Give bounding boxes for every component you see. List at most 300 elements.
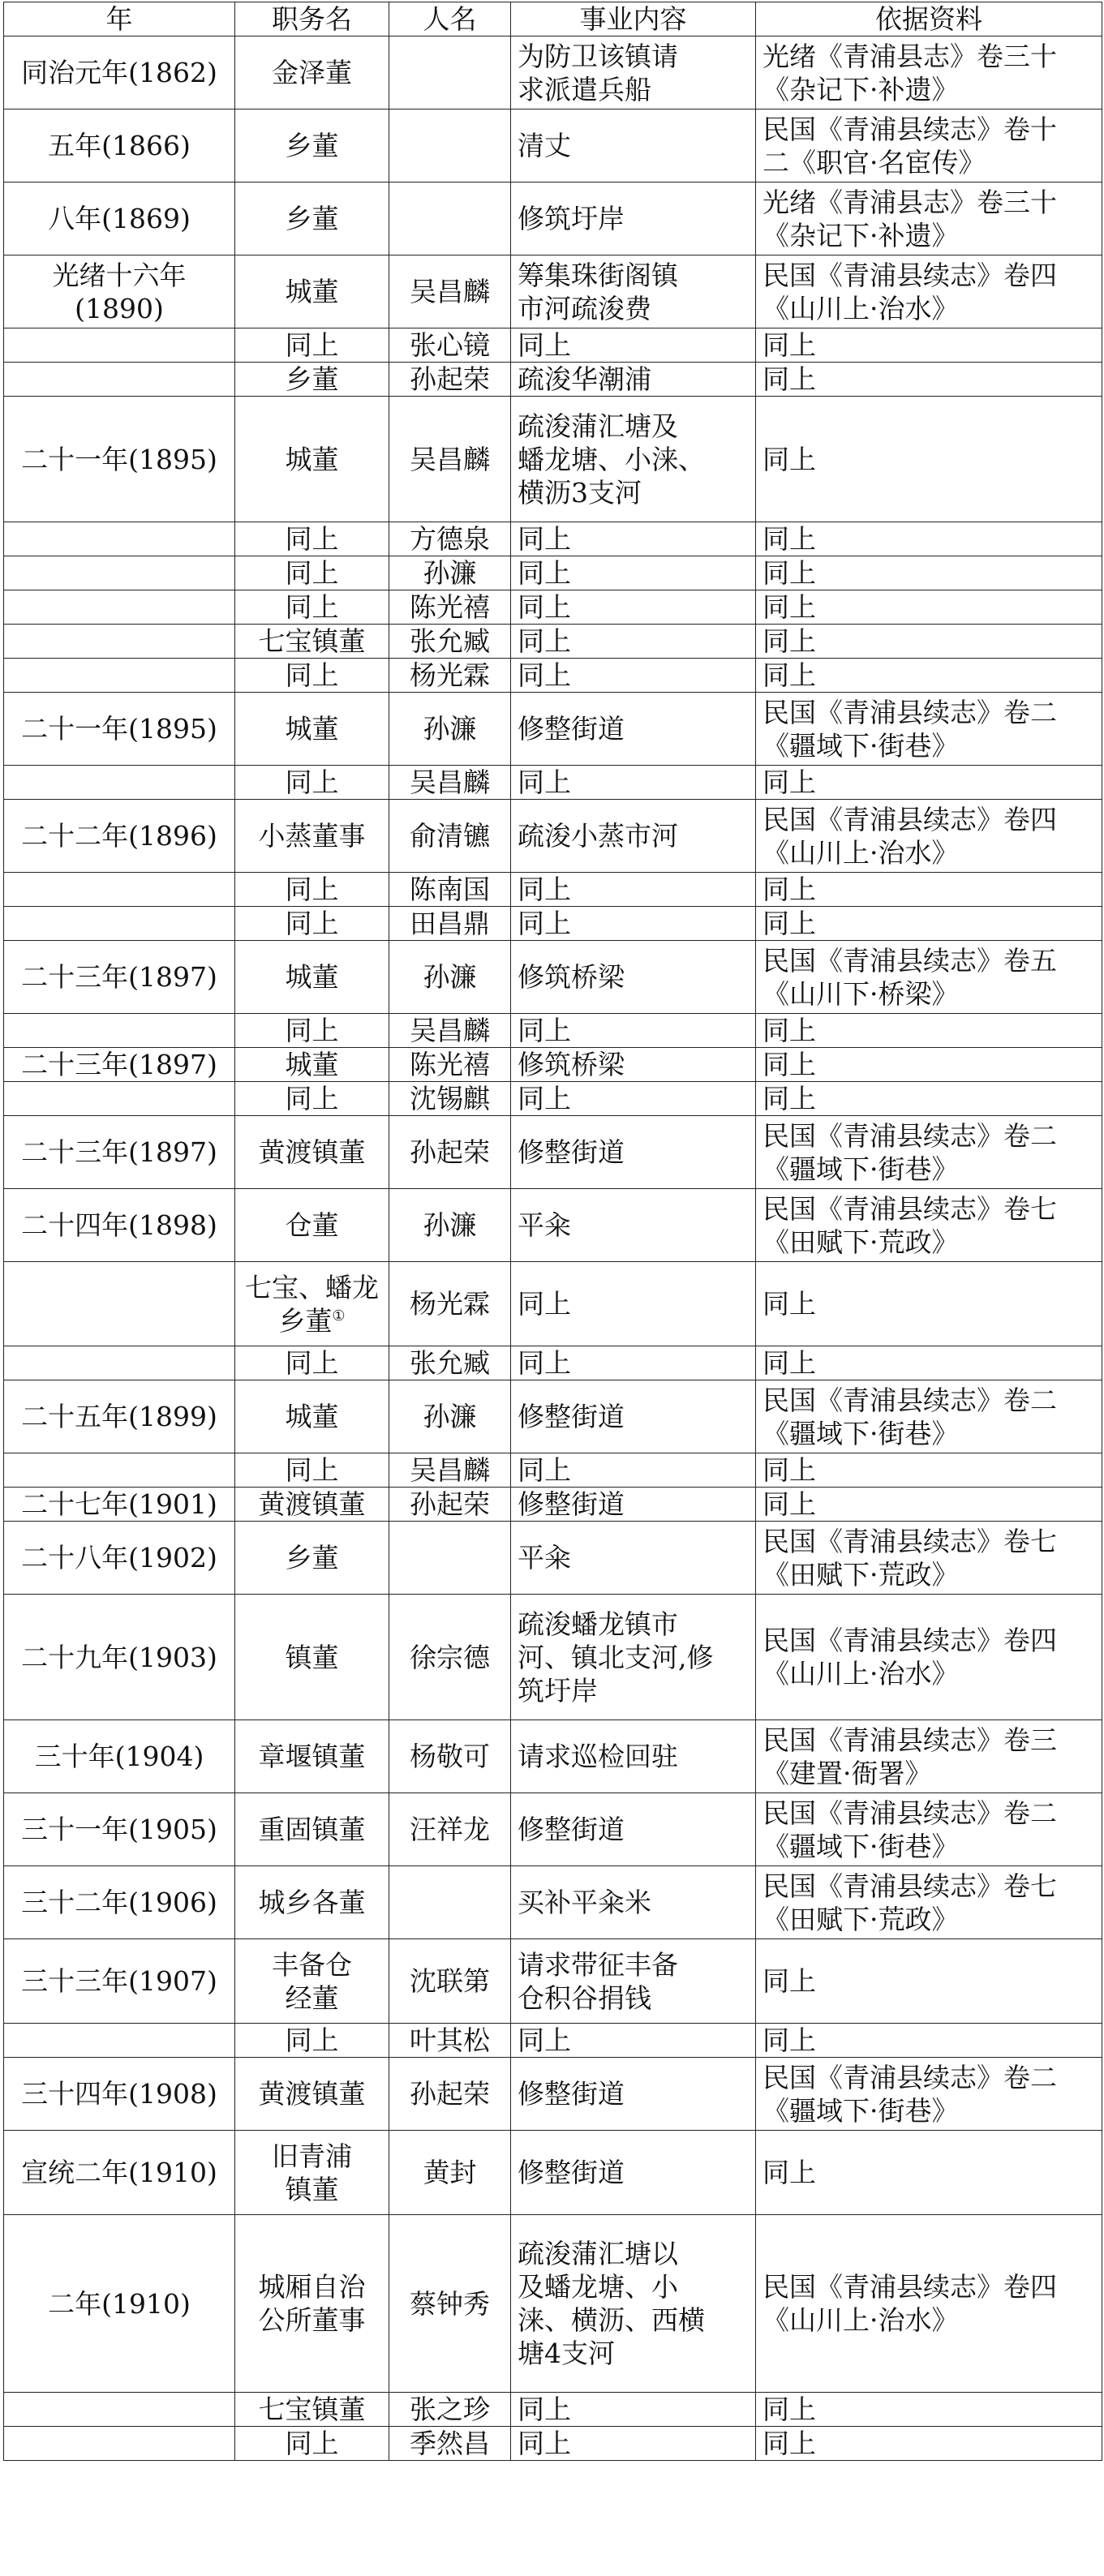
year-text: 二十三年(1897) (21, 1136, 217, 1168)
cell-source (756, 1048, 1102, 1082)
cell-title (235, 2427, 389, 2461)
year-text: 二十九年(1903) (21, 1641, 217, 1673)
cell-source (756, 522, 1102, 556)
cell-title (235, 1346, 389, 1380)
title-text: 城董 (285, 1049, 339, 1080)
work-text: 同上 (518, 329, 571, 361)
cell-title (235, 2215, 389, 2393)
title-text: 同上 (285, 2024, 339, 2056)
title-text: 小蒸董事 (258, 820, 366, 852)
cell-person (389, 1116, 511, 1189)
title-text: 城董 (285, 276, 339, 307)
person-text: 张允臧 (410, 1347, 490, 1379)
source-text: 同上 (762, 1347, 816, 1379)
cell-year (4, 1793, 235, 1866)
cell-year (4, 1048, 235, 1082)
source-text: 同上 (762, 659, 816, 691)
cell-work (511, 625, 756, 659)
year-text: 光绪十六年 (1890) (52, 259, 187, 324)
person-text: 蔡钟秀 (410, 2287, 490, 2320)
person-text: 黄封 (423, 2157, 477, 2188)
cell-source (756, 2393, 1102, 2427)
work-text: 修整街道 (518, 1814, 625, 1845)
work-text: 筹集珠街阁镇 市河疏浚费 (518, 259, 678, 324)
cell-source (756, 2024, 1102, 2058)
cell-source (756, 625, 1102, 659)
work-text: 同上 (518, 2394, 571, 2425)
cell-work (511, 1595, 756, 1720)
cell-source (756, 1380, 1102, 1453)
person-text: 俞清镳 (410, 820, 490, 852)
cell-title (235, 693, 389, 766)
source-text: 民国《青浦县续志》卷二 《疆域下·街巷》 (762, 1797, 1057, 1862)
title-text: 城厢自治 公所董事 (258, 2271, 366, 2336)
source-text: 同上 (762, 908, 816, 939)
cell-person (389, 1189, 511, 1262)
cell-work (511, 659, 756, 693)
source-text: 同上 (762, 443, 816, 475)
cell-source (756, 659, 1102, 693)
table-row (4, 941, 1102, 1014)
person-text: 汪祥龙 (410, 1814, 490, 1845)
source-text: 同上 (762, 625, 816, 657)
cell-title (235, 1595, 389, 1720)
cell-work (511, 1346, 756, 1380)
source-text: 民国《青浦县续志》卷四 《山川上·治水》 (762, 803, 1057, 869)
work-text: 同上 (518, 1454, 571, 1486)
title-text: 同上 (285, 908, 339, 939)
table-row (4, 1346, 1102, 1380)
person-text: 孙濂 (423, 557, 477, 589)
title-text: 同上 (285, 766, 339, 798)
title-text: 同上 (285, 1083, 339, 1114)
cell-person (389, 397, 511, 522)
cell-person (389, 1082, 511, 1116)
cell-year (4, 1262, 235, 1346)
year-text: 二十五年(1899) (21, 1401, 217, 1432)
title-text: 同上 (285, 1347, 339, 1379)
cell-title (235, 1488, 389, 1522)
cell-person (389, 1346, 511, 1380)
person-text: 沈联第 (410, 1965, 490, 1997)
title-text: 同上 (285, 874, 339, 905)
cell-person (389, 1595, 511, 1720)
cell-source (756, 1522, 1102, 1595)
person-text: 陈南国 (410, 874, 490, 905)
person-text: 孙起荣 (410, 363, 490, 395)
work-text: 疏浚小蒸市河 (518, 820, 678, 852)
year-text: 八年(1869) (48, 203, 191, 234)
title-text: 黄渡镇董 (258, 1136, 366, 1168)
source-text: 同上 (762, 2394, 816, 2425)
table-row (4, 1793, 1102, 1866)
cell-year (4, 397, 235, 522)
year-text: 二十八年(1902) (21, 1542, 217, 1574)
table-row (4, 255, 1102, 328)
cell-year (4, 941, 235, 1014)
cell-year (4, 693, 235, 766)
title-text: 章堰镇董 (258, 1741, 366, 1772)
person-text: 张心镜 (410, 329, 490, 361)
table-row (4, 109, 1102, 182)
title-text: 乡董 (285, 130, 339, 161)
source-text: 同上 (762, 1965, 816, 1997)
work-text: 同上 (518, 625, 571, 657)
footnote-marker: ① (332, 1307, 346, 1324)
cell-source (756, 363, 1102, 397)
title-text: 同上 (285, 2428, 339, 2459)
cell-title (235, 1262, 389, 1346)
person-text: 陈光禧 (410, 591, 490, 623)
cell-title (235, 2393, 389, 2427)
table-row (4, 659, 1102, 693)
cell-person (389, 1939, 511, 2024)
cell-work (511, 1720, 756, 1793)
work-text: 疏浚蒲汇塘以 及蟠龙塘、小 涞、横沥、西横 塘4支河 (518, 2238, 705, 2369)
work-text: 同上 (518, 874, 571, 905)
cell-person (389, 1720, 511, 1793)
cell-year (4, 522, 235, 556)
cell-person (389, 1048, 511, 1082)
cell-title (235, 1939, 389, 2024)
work-text: 同上 (518, 2024, 571, 2056)
cell-year (4, 800, 235, 873)
title-text: 乡董 (285, 1542, 339, 1574)
title-text: 同上 (285, 659, 339, 691)
cell-work (511, 363, 756, 397)
cell-title (235, 1048, 389, 1082)
cell-work (511, 255, 756, 328)
cell-work (511, 1262, 756, 1346)
cell-title (235, 1380, 389, 1453)
cell-source (756, 1453, 1102, 1488)
source-text: 同上 (762, 363, 816, 395)
title-text: 同上 (285, 557, 339, 589)
source-text: 同上 (762, 591, 816, 623)
cell-year (4, 255, 235, 328)
cell-person (389, 1793, 511, 1866)
source-text: 同上 (762, 1454, 816, 1486)
cell-person (389, 941, 511, 1014)
table-row (4, 1262, 1102, 1346)
table-row (4, 2393, 1102, 2427)
cell-source (756, 1082, 1102, 1116)
cell-title (235, 363, 389, 397)
cell-source (756, 1866, 1102, 1939)
cell-person (389, 2024, 511, 2058)
cell-title (235, 590, 389, 625)
person-text: 孙起荣 (410, 1136, 490, 1168)
cell-source (756, 590, 1102, 625)
work-text: 同上 (518, 659, 571, 691)
cell-person (389, 1453, 511, 1488)
title-text: 城乡各董 (258, 1887, 366, 1918)
cell-title (235, 109, 389, 182)
cell-person (389, 2058, 511, 2131)
cell-person (389, 2393, 511, 2427)
cell-person (389, 1262, 511, 1346)
source-text: 同上 (762, 557, 816, 589)
cell-year (4, 2215, 235, 2393)
cell-title (235, 1189, 389, 1262)
header-person: 人名 (389, 2, 511, 36)
header-row (4, 2, 1102, 36)
cell-year (4, 36, 235, 109)
source-text: 民国《青浦县续志》卷四 《山川上·治水》 (762, 259, 1057, 324)
table-row (4, 1866, 1102, 1939)
cell-source (756, 182, 1102, 255)
year-text: 五年(1866) (48, 130, 191, 161)
person-text: 吴昌麟 (410, 1015, 490, 1046)
person-text: 孙起荣 (410, 1488, 490, 1520)
work-text: 同上 (518, 591, 571, 623)
person-text: 孙濂 (423, 961, 477, 993)
year-text: 二年(1910) (48, 2287, 191, 2320)
cell-person (389, 766, 511, 800)
work-text: 修整街道 (518, 1136, 625, 1168)
person-text: 方德泉 (410, 523, 490, 555)
cell-work (511, 556, 756, 590)
cell-work (511, 2393, 756, 2427)
cell-year (4, 1380, 235, 1453)
cell-source (756, 766, 1102, 800)
source-text: 民国《青浦县续志》卷四 《山川上·治水》 (762, 2271, 1057, 2336)
table-row (4, 1488, 1102, 1522)
cell-source (756, 693, 1102, 766)
cell-person (389, 1488, 511, 1522)
work-text: 平籴 (518, 1542, 571, 1574)
cell-source (756, 907, 1102, 941)
cell-person (389, 182, 511, 255)
cell-title (235, 1116, 389, 1189)
title-text: 旧青浦 镇董 (272, 2140, 352, 2205)
cell-year (4, 766, 235, 800)
cell-year (4, 1082, 235, 1116)
cell-work (511, 873, 756, 907)
cell-source (756, 1939, 1102, 2024)
cell-source (756, 1116, 1102, 1189)
year-text: 二十一年(1895) (21, 713, 217, 745)
person-text: 吴昌麟 (410, 1454, 490, 1486)
person-text: 孙起荣 (410, 2078, 490, 2110)
cell-year (4, 1939, 235, 2024)
person-text: 张允臧 (410, 625, 490, 657)
work-text: 为防卫该镇请 求派遣兵船 (518, 40, 678, 105)
cell-work (511, 1189, 756, 1262)
work-text: 请求带征丰备 仓积谷捐钱 (518, 1948, 678, 2014)
source-text: 同上 (762, 329, 816, 361)
cell-work (511, 1488, 756, 1522)
cell-person (389, 36, 511, 109)
cell-title (235, 1453, 389, 1488)
cell-source (756, 1793, 1102, 1866)
cell-source (756, 1014, 1102, 1048)
cell-source (756, 1262, 1102, 1346)
work-text: 同上 (518, 1015, 571, 1046)
table-row (4, 1189, 1102, 1262)
cell-title (235, 556, 389, 590)
title-text: 黄渡镇董 (258, 2078, 366, 2110)
cell-person (389, 907, 511, 941)
work-text: 同上 (518, 2428, 571, 2459)
year-text: 二十七年(1901) (21, 1488, 217, 1520)
cell-year (4, 625, 235, 659)
cell-source (756, 36, 1102, 109)
cell-year (4, 1522, 235, 1595)
table-row (4, 1014, 1102, 1048)
cell-title (235, 328, 389, 363)
title-text: 城董 (285, 443, 339, 475)
cell-work (511, 1793, 756, 1866)
year-text: 同治元年(1862) (21, 57, 217, 88)
source-text: 民国《青浦县续志》卷二 《疆域下·街巷》 (762, 1384, 1057, 1449)
table-row (4, 182, 1102, 255)
cell-person (389, 328, 511, 363)
cell-title (235, 1014, 389, 1048)
table-row (4, 328, 1102, 363)
cell-year (4, 1014, 235, 1048)
title-text: 同上 (285, 523, 339, 555)
cell-source (756, 1720, 1102, 1793)
cell-work (511, 1866, 756, 1939)
header-title: 职务名 (235, 2, 389, 36)
person-text: 吴昌麟 (410, 276, 490, 307)
cell-person (389, 109, 511, 182)
cell-person (389, 590, 511, 625)
table-row (4, 2131, 1102, 2215)
header-work: 事业内容 (511, 2, 756, 36)
work-text: 修筑桥梁 (518, 1049, 625, 1080)
cell-source (756, 2215, 1102, 2393)
person-text: 杨光霖 (410, 659, 490, 691)
cell-year (4, 873, 235, 907)
year-text: 三十一年(1905) (21, 1814, 217, 1845)
cell-year (4, 109, 235, 182)
title-text: 金泽董 (272, 57, 352, 88)
cell-year (4, 182, 235, 255)
person-text: 陈光禧 (410, 1049, 490, 1080)
cell-year (4, 2131, 235, 2215)
cell-person (389, 363, 511, 397)
cell-source (756, 1595, 1102, 1720)
cell-title (235, 2058, 389, 2131)
cell-year (4, 1488, 235, 1522)
cell-work (511, 2215, 756, 2393)
cell-person (389, 625, 511, 659)
year-text: 三十年(1904) (34, 1741, 204, 1772)
header-year: 年 (4, 2, 235, 36)
source-text: 民国《青浦县续志》卷七 《田赋下·荒政》 (762, 1525, 1057, 1591)
cell-title (235, 800, 389, 873)
cell-person (389, 659, 511, 693)
title-text: 同上 (285, 1015, 339, 1046)
work-text: 同上 (518, 523, 571, 555)
work-text: 修筑圩岸 (518, 203, 625, 234)
source-text: 光绪《青浦县志》卷三十 《杂记下·补遗》 (762, 40, 1057, 105)
cell-source (756, 397, 1102, 522)
cell-work (511, 36, 756, 109)
work-text: 修整街道 (518, 1401, 625, 1432)
cell-title (235, 182, 389, 255)
cell-work (511, 522, 756, 556)
table-body (4, 36, 1102, 2461)
cell-year (4, 1453, 235, 1488)
source-text: 民国《青浦县续志》卷七 《田赋下·荒政》 (762, 1870, 1057, 1935)
work-text: 同上 (518, 1347, 571, 1379)
cell-work (511, 2024, 756, 2058)
title-text: 七宝镇董 (258, 625, 366, 657)
cell-work (511, 1082, 756, 1116)
year-text: 二十三年(1897) (21, 1049, 217, 1080)
title-text: 丰备仓 经董 (272, 1948, 352, 2014)
cell-work (511, 2131, 756, 2215)
title-text: 仓董 (285, 1209, 339, 1241)
cell-person (389, 556, 511, 590)
cell-source (756, 2058, 1102, 2131)
cell-year (4, 590, 235, 625)
cell-person (389, 2427, 511, 2461)
cell-source (756, 328, 1102, 363)
cell-source (756, 873, 1102, 907)
person-text: 孙濂 (423, 713, 477, 745)
title-text: 城董 (285, 961, 339, 993)
person-text: 张之珍 (410, 2394, 490, 2425)
cell-year (4, 1346, 235, 1380)
year-text: 二十四年(1898) (21, 1209, 217, 1241)
cell-title (235, 1720, 389, 1793)
table-row (4, 1595, 1102, 1720)
work-text: 修筑桥梁 (518, 961, 625, 993)
work-text: 买补平籴米 (518, 1887, 651, 1918)
cell-person (389, 1014, 511, 1048)
cell-person (389, 2131, 511, 2215)
source-text: 民国《青浦县续志》卷七 《田赋下·荒政》 (762, 1192, 1057, 1258)
work-text: 疏浚蟠龙镇市 河、镇北支河,修 筑圩岸 (518, 1608, 714, 1707)
source-text: 民国《青浦县续志》卷五 《山川下·桥梁》 (762, 944, 1057, 1010)
cell-year (4, 2427, 235, 2461)
table-row (4, 36, 1102, 109)
table-row (4, 2058, 1102, 2131)
year-text: 三十四年(1908) (21, 2078, 217, 2110)
work-text: 同上 (518, 557, 571, 589)
table-row (4, 800, 1102, 873)
year-text: 三十三年(1907) (21, 1965, 217, 1997)
table-row (4, 766, 1102, 800)
table-row (4, 1522, 1102, 1595)
cell-work (511, 1939, 756, 2024)
work-text: 疏浚蒲汇塘及 蟠龙塘、小涞、 横沥3支河 (518, 410, 705, 509)
work-text: 修整街道 (518, 1488, 625, 1520)
cell-title (235, 1866, 389, 1939)
cell-source (756, 941, 1102, 1014)
work-text: 清丈 (518, 130, 571, 161)
source-text: 民国《青浦县续志》卷二 《疆域下·街巷》 (762, 696, 1057, 762)
source-text: 民国《青浦县续志》卷三 《建置·衙署》 (762, 1724, 1057, 1789)
source-text: 民国《青浦县续志》卷四 《山川上·治水》 (762, 1625, 1057, 1689)
table-row (4, 2024, 1102, 2058)
table-row (4, 1720, 1102, 1793)
title-text: 乡董 (285, 203, 339, 234)
person-text: 叶其松 (410, 2024, 490, 2056)
cell-source (756, 2131, 1102, 2215)
source-text: 同上 (762, 874, 816, 905)
year-text: 宣统二年(1910) (21, 2157, 217, 2188)
cell-person (389, 693, 511, 766)
table-row (4, 2427, 1102, 2461)
cell-source (756, 255, 1102, 328)
source-text: 同上 (762, 1083, 816, 1114)
work-text: 请求巡检回驻 (518, 1741, 678, 1772)
